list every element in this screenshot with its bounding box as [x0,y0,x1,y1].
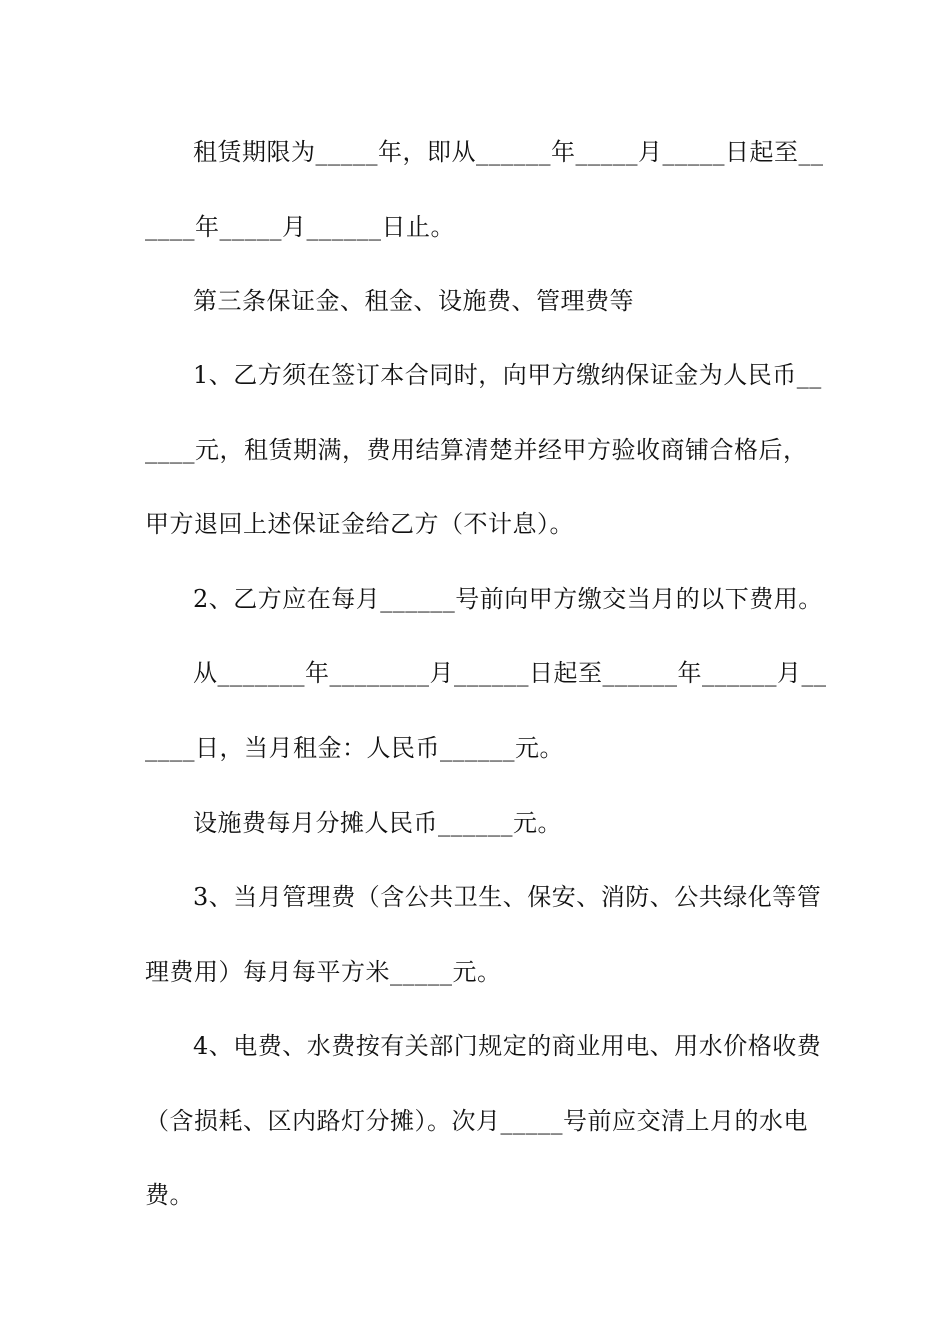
paragraph-item-1: 1、乙方须在签订本合同时，向甲方缴纳保证金为人民币__ [193,361,822,389]
paragraph-item-3-cont: 理费用）每月每平方米_____元。 [145,958,502,986]
paragraph-item-1-cont: ____元，租赁期满，费用结算清楚并经甲方验收商铺合格后， [145,436,808,464]
paragraph-lease-term-cont: ____年_____月______日止。 [145,213,455,241]
paragraph-item-1-end: 甲方退回上述保证金给乙方（不计息）。 [145,510,574,538]
paragraph-item-4-cont: （含损耗、区内路灯分摊）。次月_____号前应交清上月的水电 [145,1107,808,1135]
paragraph-item-2: 2、乙方应在每月______号前向甲方缴交当月的以下费用。 [193,585,823,613]
paragraph-rent-period: 从_______年________月______日起至______年______月__ [193,659,827,687]
paragraph-item-4-end: 费。 [145,1181,194,1209]
paragraph-lease-term: 租赁期限为_____年，即从______年_____月_____日起至__ [193,138,824,166]
paragraph-facility-fee: 设施费每月分摊人民币______元。 [193,809,562,837]
paragraph-item-3: 3、当月管理费（含公共卫生、保安、消防、公共绿化等管 [193,883,822,911]
paragraph-item-4: 4、电费、水费按有关部门规定的商业用电、用水价格收费 [193,1032,822,1060]
section-heading-article-3: 第三条保证金、租金、设施费、管理费等 [193,287,634,315]
paragraph-rent-amount: ____日，当月租金：人民币______元。 [145,734,564,762]
